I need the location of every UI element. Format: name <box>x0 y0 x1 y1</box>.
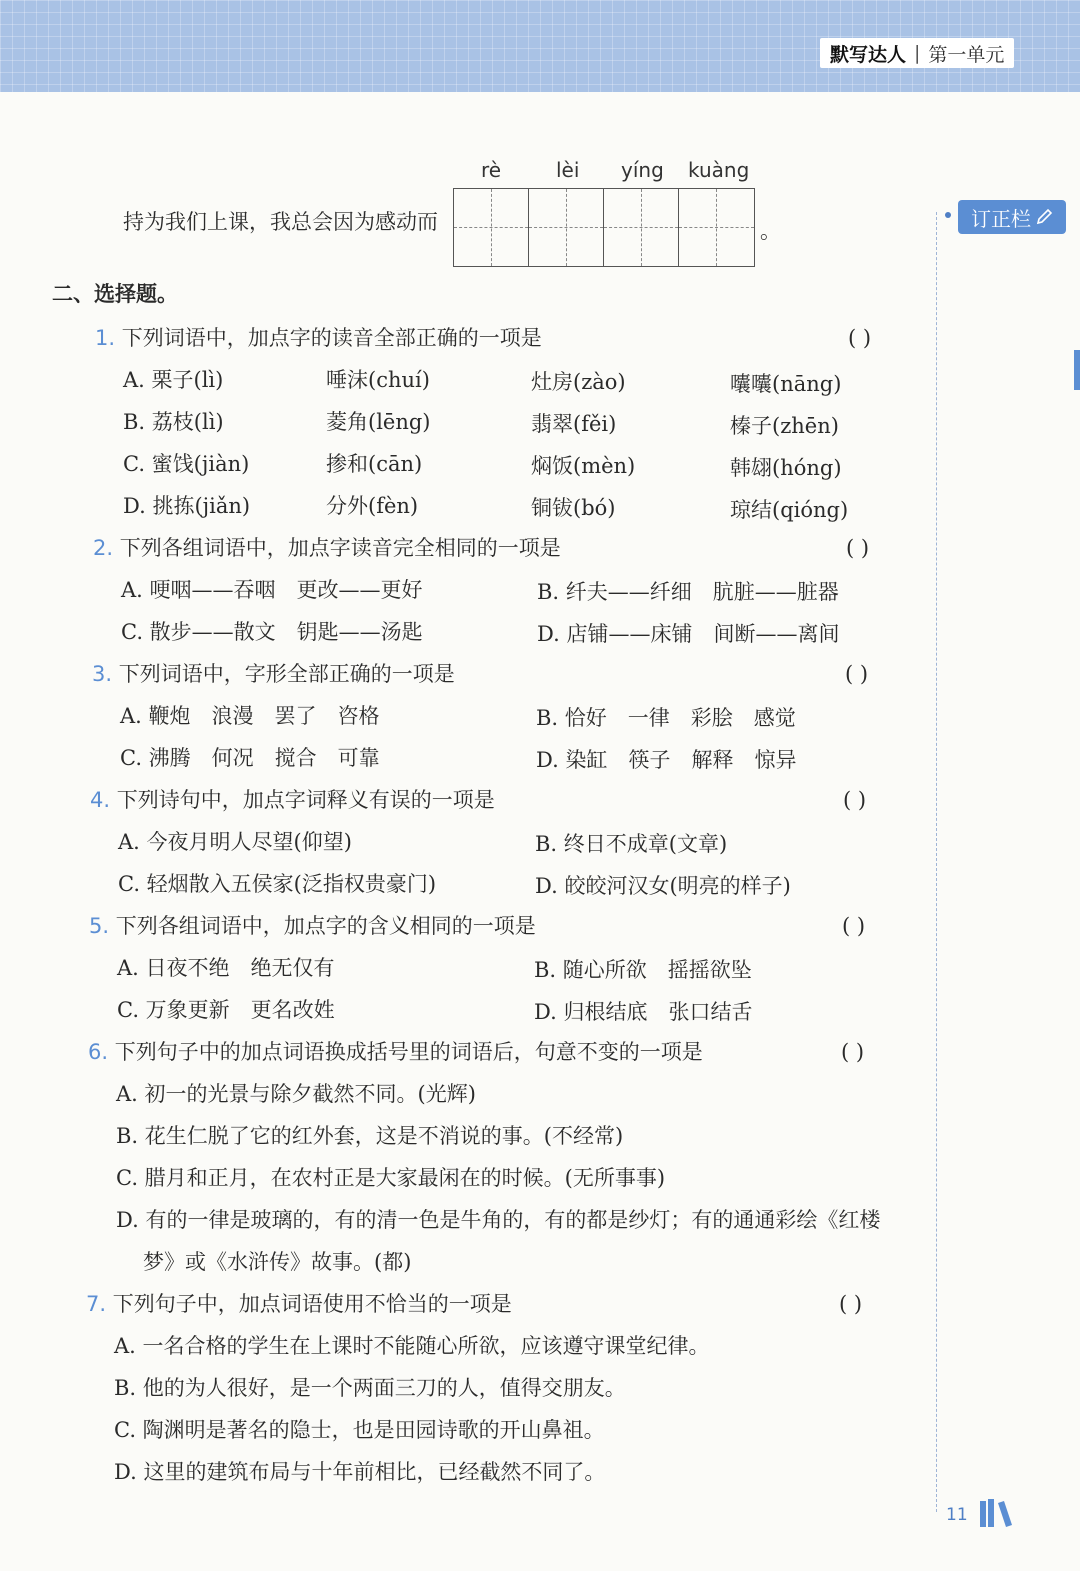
q6-d-line1: D. 有的一律是玻璃的，有的清一色是牛角的，有的都是纱灯；有的通通彩绘《红楼 <box>116 1208 881 1232</box>
q4-text: 下列诗句中，加点字词释义有误的一项是 <box>116 788 495 812</box>
q3-d: D. 染缸 筷子 解释 惊异 <box>536 748 797 772</box>
q1-a4: 囔囔(nāng) <box>730 372 842 396</box>
q3-answer-box[interactable]: ( ) <box>845 662 869 686</box>
q1-number: 1. <box>95 326 116 350</box>
q1-answer-box[interactable]: ( ) <box>848 326 872 350</box>
q4-c: C. 轻烟散入五侯家(泛指权贵豪门) <box>118 872 437 896</box>
q3-stem <box>92 658 455 688</box>
q1-b3: 翡翠(fěi) <box>531 412 617 436</box>
q1-d2: 分外(fèn) <box>326 494 419 518</box>
q6-stem <box>88 1036 703 1066</box>
books-icon <box>978 1497 1018 1529</box>
q7-text: 下列句子中，加点词语使用不恰当的一项是 <box>112 1292 512 1316</box>
pinyin-1: rè <box>481 158 502 182</box>
section-title: 二、选择题。 <box>52 282 178 306</box>
q1-a2: 唾沫(chuí) <box>326 368 430 392</box>
q7-b: B. 他的为人很好，是一个两面三刀的人，值得交朋友。 <box>114 1376 626 1400</box>
q6-answer-box[interactable]: ( ) <box>841 1040 865 1064</box>
pencil-icon <box>1035 208 1053 226</box>
q4-d: D. 皎皎河汉女(明亮的样子) <box>535 874 791 898</box>
q7-stem <box>86 1288 512 1318</box>
q6-text: 下列句子中的加点词语换成括号里的词语后，句意不变的一项是 <box>114 1040 703 1064</box>
edge-tab <box>1074 350 1080 390</box>
q3-text: 下列词语中，字形全部正确的一项是 <box>118 662 455 686</box>
q1-d1: D. 挑拣(jiǎn) <box>123 494 251 518</box>
q7-c: C. 陶渊明是著名的隐士，也是田园诗歌的开山鼻祖。 <box>114 1418 605 1442</box>
q6-a: A. 初一的光景与除夕截然不同。(光辉) <box>116 1082 476 1106</box>
q5-answer-box[interactable]: ( ) <box>842 914 866 938</box>
q1-d3: 铜钹(bó) <box>531 496 616 520</box>
q2-b: B. 纤夫——纤细 肮脏——脏器 <box>537 580 839 604</box>
q2-answer-box[interactable]: ( ) <box>846 536 870 560</box>
q1-c1: C. 蜜饯(jiàn) <box>123 452 250 476</box>
q5-stem <box>89 910 536 940</box>
pinyin-4: kuàng <box>688 158 750 182</box>
q5-a: A. 日夜不绝 绝无仅有 <box>117 956 335 980</box>
q7-a: A. 一名合格的学生在上课时不能随心所欲，应该遵守课堂纪律。 <box>114 1334 710 1358</box>
q5-number: 5. <box>89 914 110 938</box>
q2-number: 2. <box>93 536 114 560</box>
page-number: 11 <box>946 1505 968 1525</box>
fill-end: 。 <box>760 219 781 243</box>
writing-grid[interactable] <box>453 188 755 267</box>
grid-cell[interactable] <box>529 189 604 266</box>
q2-stem <box>93 532 561 562</box>
header-title: 默写达人 <box>830 43 907 66</box>
q7-number: 7. <box>86 1292 107 1316</box>
q6-c: C. 腊月和正月，在农村正是大家最闲在的时候。(无所事事) <box>116 1166 666 1190</box>
q1-b4: 榛子(zhēn) <box>730 414 839 438</box>
q1-stem <box>95 322 542 352</box>
q2-a: A. 哽咽——吞咽 更改——更好 <box>121 578 423 602</box>
q5-d: D. 归根结底 张口结舌 <box>534 1000 753 1024</box>
correction-dot-icon <box>945 212 951 218</box>
correction-label: 订正栏 <box>971 206 1031 231</box>
grid-cell[interactable] <box>604 189 679 266</box>
q5-text: 下列各组词语中，加点字的含义相同的一项是 <box>115 914 536 938</box>
q3-c: C. 沸腾 何况 搅合 可靠 <box>120 746 380 770</box>
q4-b: B. 终日不成章(文章) <box>535 832 728 856</box>
q3-a: A. 鞭炮 浪漫 罢了 咨格 <box>120 704 380 728</box>
q2-c: C. 散步——散文 钥匙——汤匙 <box>121 620 423 644</box>
q6-d-line2: 梦》或《水浒传》故事。(都) <box>143 1250 412 1274</box>
pinyin-3: yíng <box>621 158 664 182</box>
header-separator: | <box>914 42 921 64</box>
grid-cell[interactable] <box>679 189 754 266</box>
q1-a1: A. 栗子(lì) <box>123 368 224 392</box>
q1-text: 下列词语中，加点字的读音全部正确的一项是 <box>121 326 542 350</box>
q1-a3: 灶房(zào) <box>531 370 626 394</box>
q1-b2: 菱角(lēng) <box>326 410 431 434</box>
q4-number: 4. <box>90 788 111 812</box>
q1-d4: 琼结(qióng) <box>730 498 849 522</box>
correction-tab <box>958 200 1066 234</box>
header-label <box>820 38 1014 68</box>
q7-d: D. 这里的建筑布局与十年前相比，已经截然不同了。 <box>114 1460 606 1484</box>
q2-d: D. 店铺——床铺 间断——离间 <box>537 622 840 646</box>
correction-column-divider <box>936 212 937 1512</box>
page-header <box>0 0 1080 92</box>
q1-c4: 韩翃(hóng) <box>730 456 842 480</box>
q3-number: 3. <box>92 662 113 686</box>
q3-b: B. 恰好 一律 彩脍 感觉 <box>536 706 796 730</box>
q5-c: C. 万象更新 更名改姓 <box>117 998 335 1022</box>
q1-b1: B. 荔枝(lì) <box>123 410 224 434</box>
q1-c3: 焖饭(mèn) <box>531 454 636 478</box>
grid-cell[interactable] <box>454 189 529 266</box>
q1-c2: 掺和(cān) <box>326 452 423 476</box>
fill-sentence: 持为我们上课，我总会因为感动而 <box>123 210 438 234</box>
q4-a: A. 今夜月明人尽望(仰望) <box>118 830 352 854</box>
q5-b: B. 随心所欲 摇摇欲坠 <box>534 958 752 982</box>
q2-text: 下列各组词语中，加点字读音完全相同的一项是 <box>119 536 561 560</box>
q6-b: B. 花生仁脱了它的红外套，这是不消说的事。(不经常) <box>116 1124 624 1148</box>
q6-number: 6. <box>88 1040 109 1064</box>
q4-answer-box[interactable]: ( ) <box>843 788 867 812</box>
q4-stem <box>90 784 495 814</box>
pinyin-2: lèi <box>556 158 580 182</box>
q7-answer-box[interactable]: ( ) <box>839 1292 863 1316</box>
header-unit: 第一单元 <box>928 43 1005 66</box>
